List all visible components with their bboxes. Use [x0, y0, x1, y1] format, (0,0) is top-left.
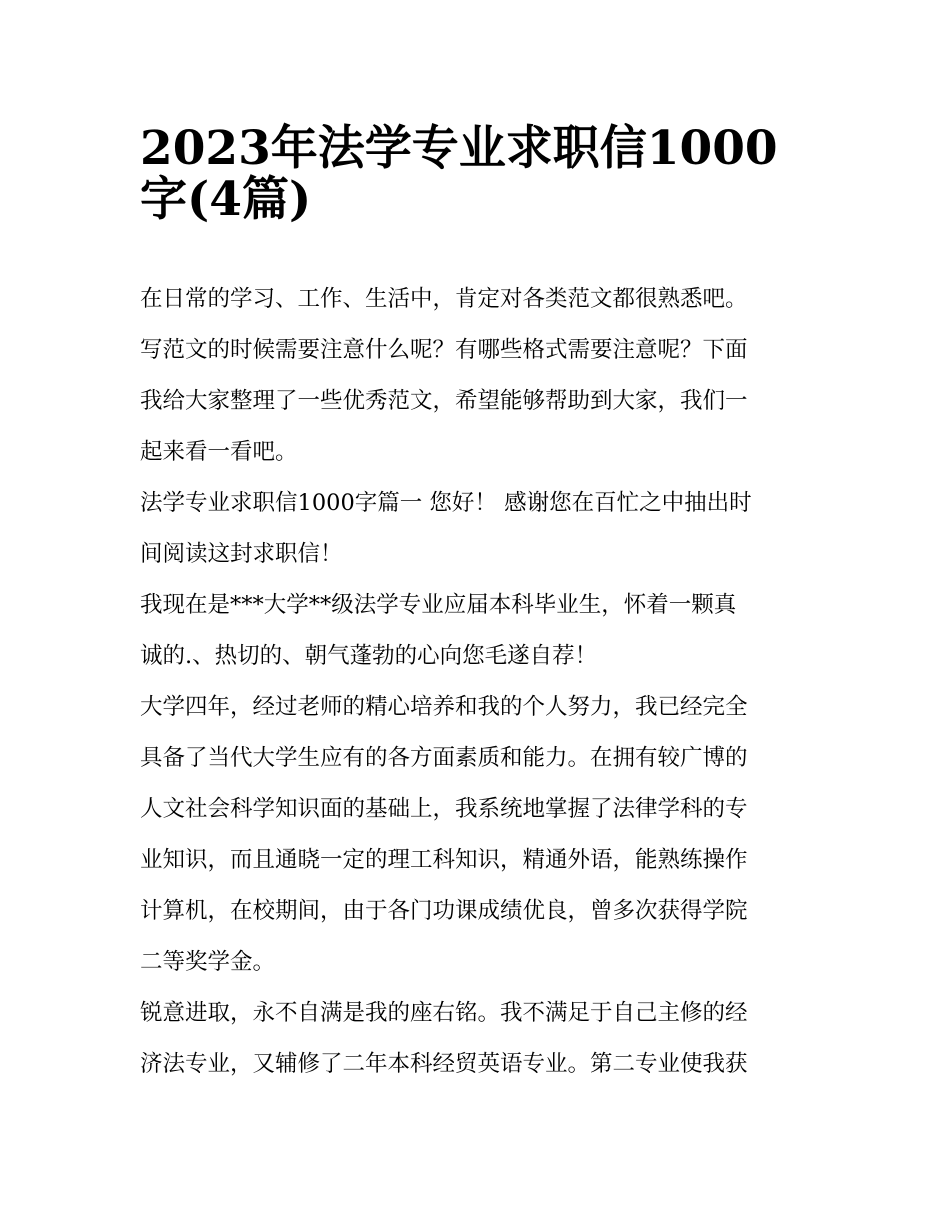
text-line: 具备了当代大学生应有的各方面素质和能力。在拥有较广博的 — [140, 745, 748, 771]
text-line: 计算机，在校期间，由于各门功课成绩优良，曾多次获得学院 — [140, 898, 748, 924]
text-line: 写范文的时候需要注意什么呢？有哪些格式需要注意呢？下面 — [140, 337, 748, 363]
text-line: 我现在是***大学**级法学专业应届本科毕业生，怀着一颗真 — [140, 592, 737, 618]
paragraph-self-intro — [140, 580, 820, 682]
text-line: 济法专业，又辅修了二年本科经贸英语专业。第二专业使我获 — [140, 1051, 748, 1077]
title-line: 2023年法学专业求职信1000 — [140, 121, 778, 176]
text-line: 二等奖学金。 — [140, 949, 276, 975]
text-line: 法学专业求职信1000字篇一 您好！ 感谢您在百忙之中抽出时 — [140, 490, 752, 516]
document-body — [140, 274, 820, 1090]
text-line: 间阅读这封求职信！ — [140, 541, 343, 567]
paragraph-greeting — [140, 478, 820, 580]
paragraph-motto — [140, 988, 820, 1090]
document-title — [140, 112, 820, 227]
text-line: 业知识，而且通晓一定的理工科知识，精通外语，能熟练操作 — [140, 847, 748, 873]
text-line: 诚的.、热切的、朝气蓬勃的心向您毛遂自荐！ — [140, 643, 598, 669]
text-line: 大学四年，经过老师的精心培养和我的个人努力，我已经完全 — [140, 694, 748, 720]
text-line: 在日常的学习、工作、生活中，肯定对各类范文都很熟悉吧。 — [140, 286, 748, 312]
paragraph-intro — [140, 274, 820, 478]
text-line: 锐意进取，永不自满是我的座右铭。我不满足于自己主修的经 — [140, 1000, 748, 1026]
text-line: 人文社会科学知识面的基础上，我系统地掌握了法律学科的专 — [140, 796, 748, 822]
text-line: 我给大家整理了一些优秀范文，希望能够帮助到大家，我们一 — [140, 388, 748, 414]
text-line: 起来看一看吧。 — [140, 439, 298, 465]
paragraph-university — [140, 682, 820, 988]
title-line: 字(4篇) — [140, 172, 312, 227]
